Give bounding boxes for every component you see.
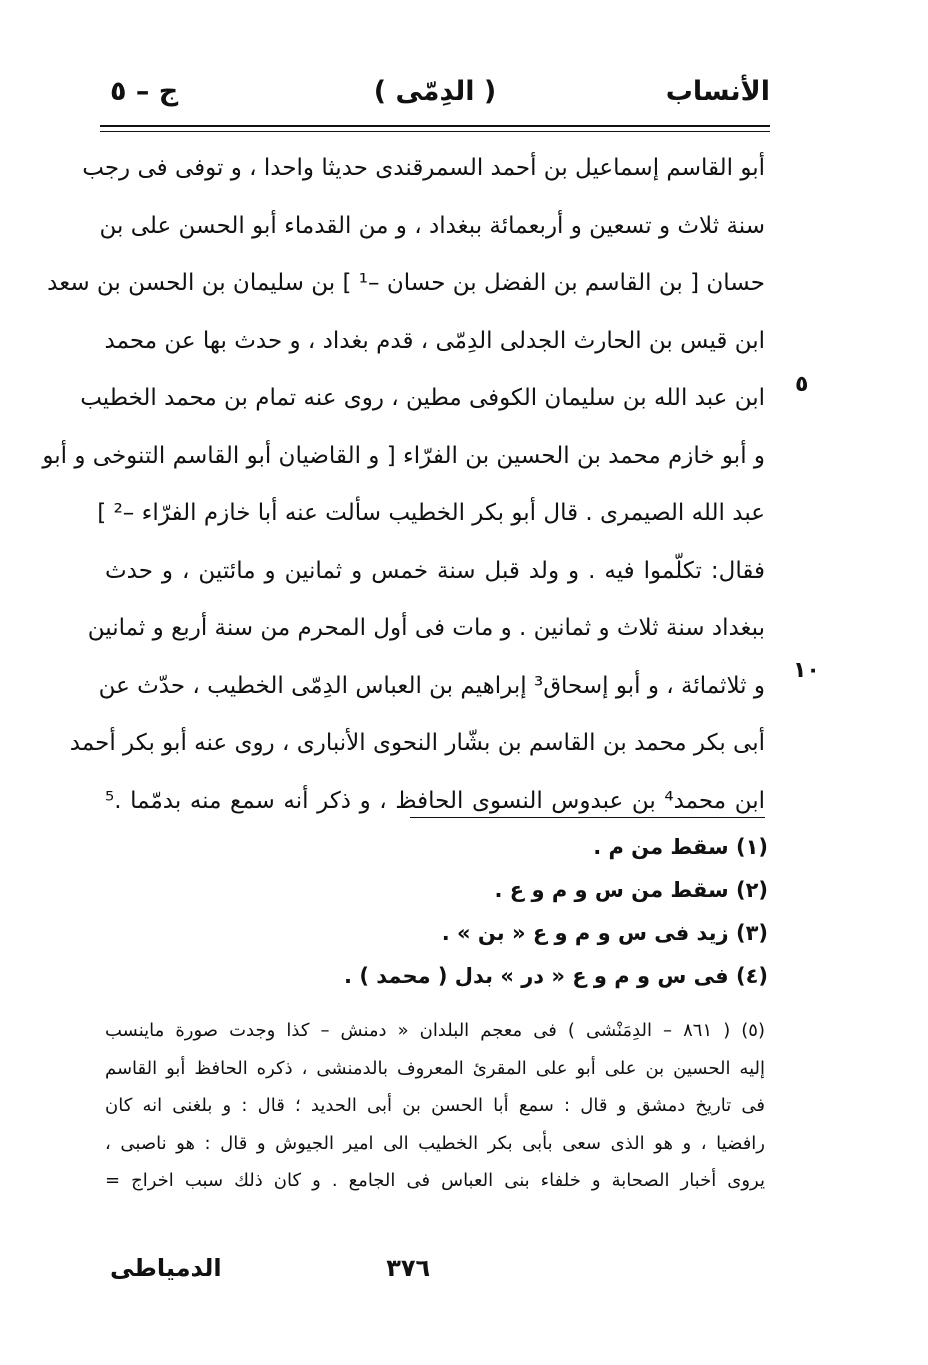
text-line: فقال: تكلّموا فيه . و ولد قبل سنة خمس و ثمانين و مائتين ، و حدث	[105, 557, 765, 584]
text-line: حسان [ بن القاسم بن الفضل بن حسان –¹ ] بن سليمان بن الحسن بن سعد	[47, 270, 765, 296]
text-line: سنة ثلاث و تسعين و أربعمائة ببغداد ، و من القدماء أبو الحسن على بن	[99, 212, 765, 239]
page-number: ٣٧٦	[386, 1254, 431, 1282]
footnote-separator	[410, 817, 765, 818]
line-number-5: ٥	[795, 372, 809, 397]
header-rule-thick	[100, 125, 770, 127]
footnote: (٣) زيد فى س و م و ع « بن » .	[441, 921, 768, 945]
footnote: (٢) سقط من س و م و ع .	[494, 878, 768, 902]
text-line: أبى بكر محمد بن القاسم بن بشّار النحوى الأنبارى ، روى عنه أبو بكر أحمد	[69, 730, 765, 756]
line-number-10: ١٠	[793, 658, 820, 683]
header-rule-thin	[100, 131, 770, 132]
text-line: ابن قيس بن الحارث الجدلى الدِمّى ، قدم بغداد ، و حدث بها عن محمد	[104, 327, 765, 354]
text-line: ابن محمد⁴ بن عبدوس النسوى الحافظ ، و ذكر أنه سمع منه بدمّما .⁵	[105, 787, 765, 814]
text-line: ببغداد سنة ثلاث و ثمانين . و مات فى أول المحرم من سنة أربع و ثمانين	[87, 615, 765, 641]
footnote-5-block	[105, 1012, 765, 1200]
footnote-5-line: إليه الحسين بن على أبو على المقرئ المعروف بالدمنشى ، ذكره الحافظ أبو القاسم	[105, 1057, 765, 1079]
text-line: ابن عبد الله بن سليمان الكوفى مطين ، روى عنه تمام بن محمد الخطيب	[80, 385, 765, 411]
footnotes-block	[344, 826, 768, 998]
header-volume: ج – ٥	[110, 76, 179, 107]
footnote: (٤) فى س و م و ع « در » بدل ( محمد ) .	[344, 964, 768, 988]
text-line: عبد الله الصيمرى . قال أبو بكر الخطيب سألت عنه أبا خازم الفرّاء –² ]	[97, 500, 765, 526]
footnote-5-line: (٥) ( ٨٦١ – الدِمَنْشى ) فى معجم البلدان « دمنش – كذا وجدت صورة ماينسب	[105, 1020, 765, 1041]
text-line: و ثلاثمائة ، و أبو إسحاق³ إبراهيم بن العباس الدِمّى الخطيب ، حدّث عن	[98, 672, 765, 699]
footnote: (١) سقط من م .	[593, 835, 768, 859]
running-header	[100, 76, 770, 120]
header-book-title: الأنساب	[665, 76, 770, 107]
catchword: الدمياطى	[110, 1254, 222, 1282]
footnote-5-line: رافضيا ، و هو الذى سعى بأبى بكر الخطيب الى امير الجيوش و قال : هو ناصبى ،	[105, 1132, 765, 1154]
page-footer	[100, 1254, 770, 1290]
text-line: و أبو خازم محمد بن الحسين بن الفرّاء [ و القاضيان أبو القاسم التنوخى و أبو	[42, 442, 765, 469]
footnote-5-line: فى تاريخ دمشق و قال : سمع أبا الحسن بن أبى الحديد ؛ قال : و بلغنى انه كان	[105, 1095, 765, 1116]
main-text-block	[42, 140, 765, 830]
footnote-5-line: يروى أخبار الصحابة و خلفاء بنى العباس فى الجامع . و كان ذلك سبب اخراج =	[105, 1170, 765, 1191]
text-line: أبو القاسم إسماعيل بن أحمد السمرقندى حديثا واحدا ، و توفى فى رجب	[82, 155, 765, 181]
header-entry-title: ( الدِمّى )	[373, 76, 497, 107]
